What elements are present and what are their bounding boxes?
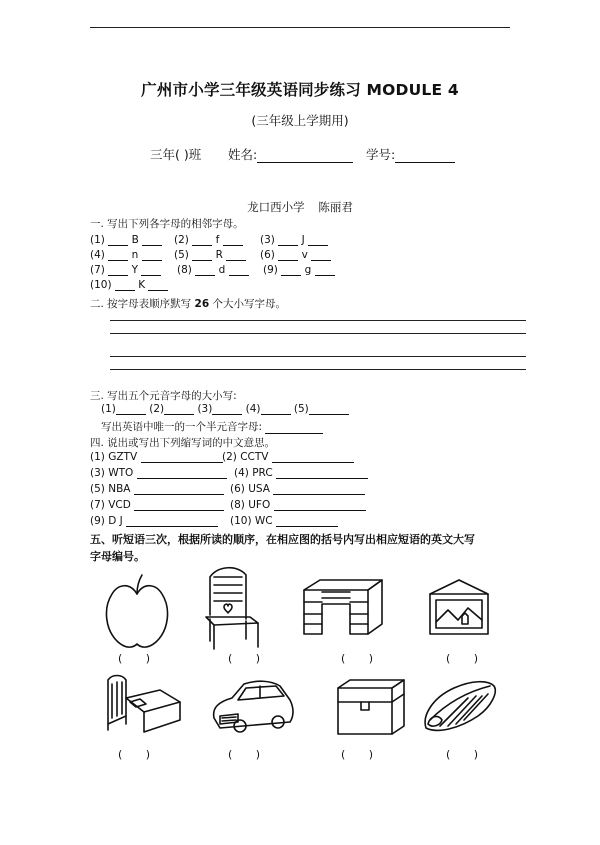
section1-heading: 一. 写出下列各字母的相邻字母。 xyxy=(90,218,244,230)
abbr-item[interactable]: (3) WTO xyxy=(90,467,227,479)
abbr-item[interactable]: (8) UFO xyxy=(230,499,366,511)
desk-picture xyxy=(300,578,386,642)
abbr-item[interactable]: (9) D J xyxy=(90,515,218,527)
number-field[interactable] xyxy=(366,145,455,163)
letter-item[interactable]: (10) K xyxy=(90,279,168,291)
letter-item[interactable]: (6) v xyxy=(260,249,331,261)
letter-item[interactable]: (8) d xyxy=(177,264,249,276)
answer-paren[interactable]: ( ) xyxy=(118,748,161,761)
number-blank[interactable] xyxy=(395,149,455,163)
class-field xyxy=(150,145,201,163)
pencil-case-picture xyxy=(420,676,500,738)
letter-item[interactable]: (7) Y xyxy=(90,264,161,276)
bed-picture xyxy=(104,672,184,738)
name-label: 姓名: xyxy=(228,147,258,162)
name-blank[interactable] xyxy=(257,149,353,163)
abbr-item[interactable]: (6) USA xyxy=(230,483,365,495)
answer-paren[interactable]: ( ) xyxy=(341,652,384,665)
class-label: 三年( )班 xyxy=(150,147,202,162)
letter-item[interactable]: (5) R xyxy=(174,249,246,261)
number-label: 学号: xyxy=(366,147,396,162)
answer-paren[interactable]: ( ) xyxy=(228,748,271,761)
section2-heading: 二. 按字母表顺序默写 26 个大小写字母。 xyxy=(90,298,286,310)
section5-heading-line1: 五、听短语三次，根据所读的顺序，在相应图的括号内写出相应短语的英文大写 xyxy=(90,533,475,546)
abbr-item[interactable]: (2) CCTV xyxy=(222,451,354,463)
semi-vowel-question[interactable]: 写出英语中唯一的一个半元音字母: xyxy=(101,419,323,434)
apple-picture xyxy=(100,572,174,652)
author-line: 龙口西小学 陈丽君 xyxy=(247,200,353,214)
picture-frame-picture xyxy=(424,578,494,640)
answer-paren[interactable]: ( ) xyxy=(118,652,161,665)
writing-line[interactable] xyxy=(110,369,526,370)
answer-paren[interactable]: ( ) xyxy=(446,748,489,761)
letter-item[interactable]: (3) J xyxy=(260,234,328,246)
chair-picture xyxy=(200,563,264,655)
letter-item[interactable]: (2) f xyxy=(174,234,243,246)
vowel-slots[interactable]: (1) (2) (3) (4) (5) xyxy=(101,403,349,415)
abbr-item[interactable]: (10) WC xyxy=(230,515,338,527)
box-picture xyxy=(330,678,410,740)
abbr-item[interactable]: (1) GZTV xyxy=(90,451,223,463)
answer-paren[interactable]: ( ) xyxy=(228,652,271,665)
car-picture xyxy=(210,678,296,734)
section5-heading-line2: 字母编号。 xyxy=(90,550,145,563)
page-subtitle: (三年级上学期用) xyxy=(251,113,349,128)
writing-line[interactable] xyxy=(110,356,526,357)
page-title: 广州市小学三年级英语同步练习 MODULE 4 xyxy=(141,81,459,99)
answer-paren[interactable]: ( ) xyxy=(446,652,489,665)
letter-item[interactable]: (4) n xyxy=(90,249,162,261)
top-rule xyxy=(90,27,510,28)
abbr-item[interactable]: (5) NBA xyxy=(90,483,224,495)
name-field[interactable] xyxy=(228,145,353,163)
abbr-item[interactable]: (7) VCD xyxy=(90,499,224,511)
letter-item[interactable]: (9) g xyxy=(263,264,335,276)
letter-item[interactable]: (1) B xyxy=(90,234,162,246)
answer-paren[interactable]: ( ) xyxy=(341,748,384,761)
abbr-item[interactable]: (4) PRC xyxy=(234,467,368,479)
writing-line[interactable] xyxy=(110,320,526,321)
writing-line[interactable] xyxy=(110,333,526,334)
section3-heading: 三. 写出五个元音字母的大小写: xyxy=(90,390,237,402)
section4-heading: 四. 说出或写出下列缩写词的中文意思。 xyxy=(90,437,276,449)
